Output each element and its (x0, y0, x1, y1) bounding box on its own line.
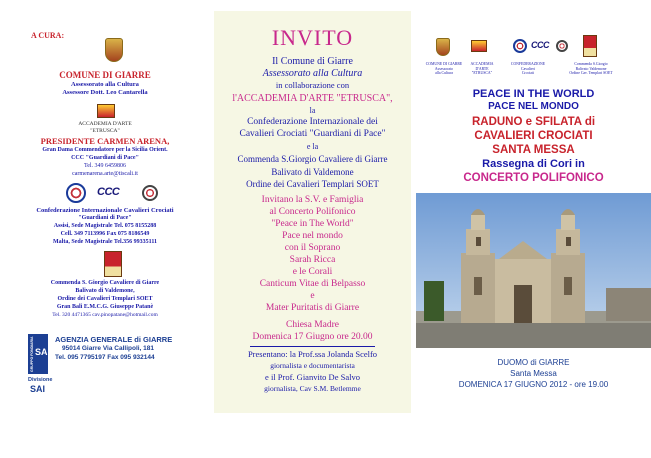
mid-line-18: e le Corali (292, 267, 333, 277)
mid-line-7: Cavalieri Crociati "Guardiani di Pace" (239, 129, 386, 139)
pace-title: PACE NEL MONDO (488, 101, 579, 112)
mid-line-20: e (310, 291, 315, 301)
presidente-email[interactable]: carmenarena.arte@tiscali.it (72, 171, 138, 177)
mid-line-24: Presentano: la Prof.ssa Jolanda Scelfo (247, 349, 378, 359)
logo-label-2: ACCADEMIA D'ARTE "ETRUSCA" (470, 62, 494, 75)
ccc-logo-small: CCC (531, 40, 549, 50)
sai-division: SAI (30, 384, 46, 394)
commenda-line5: Tel. 320 4471365 cav.pinopatane@hotmail.com (52, 312, 158, 318)
commenda-line2: Balivato di Valdemone, (75, 288, 135, 294)
confederazione-line3: Cell. 349 7113996 Fax 075 8186549 (60, 231, 150, 237)
mid-line-3: in collaborazione con (275, 80, 350, 90)
duomo-label: DUOMO di GIARRE (497, 358, 570, 367)
mid-line-16: con il Soprano (284, 243, 341, 253)
mid-line-2: Assessorato alla Cultura (262, 68, 363, 79)
commenda-line3: Ordine dei Cavalieri Templari SOET (57, 296, 153, 302)
peace-title: PEACE IN THE WORLD (472, 88, 595, 100)
agency-line3: Tel. 095 7795197 Fax 095 932144 (55, 354, 155, 361)
confederazione-line4: Malta, Sede Magistrale Tel.356 99335111 (53, 239, 157, 245)
mid-line-12: Invitano la S.V. e Famiglia (261, 195, 364, 205)
logo-label-3: CONFEDERAZIONE Cavalieri Crociati (510, 62, 546, 75)
mid-line-4: l'ACCADEMIA D'ARTE "ETRUSCA", (232, 93, 393, 104)
event-date: DOMENICA 17 GIUGNO 2012 - ore 19.00 (458, 380, 609, 389)
presidente-title: PRESIDENTE CARMEN ARENA, (40, 136, 170, 146)
left-panel (0, 0, 210, 458)
comune-crest-small-icon (436, 38, 450, 56)
raduno-title: RADUNO e SFILATA di (471, 116, 596, 128)
santa-messa-label: Santa Messa (510, 369, 557, 378)
mid-line-14: "Peace in The World" (271, 219, 354, 229)
concerto-title: CONCERTO POLIFONICO (463, 172, 604, 184)
mid-line-27: giornalista, Cav S.M. Betlemme (264, 384, 361, 393)
mid-line-26: e il Prof. Gianvito De Salvo (265, 372, 360, 382)
logo-label-1: COMUNE DI GIARRE Assessorato alla Cultura (425, 62, 463, 75)
commenda-banner-icon (104, 251, 122, 277)
sai-vertical-text: GRUPPO FONDIARIA (30, 336, 34, 372)
mid-line-25: giornalista e documentarista (270, 361, 355, 370)
comune-line1: Assessorato alla Cultura (71, 81, 139, 88)
presidente-line1: Gran Dama Commendatore per la Sicilia Orient. (42, 147, 168, 153)
sai-logo-text: SAI (35, 347, 51, 357)
commenda-line1: Commenda S. Giorgio Cavaliere di Giarre (50, 280, 160, 286)
mid-line-15: Pace nel mondo (282, 231, 343, 241)
mid-line-9: Commenda S.Giorgio Cavaliere di Giarre (237, 154, 388, 164)
comune-title: COMUNE DI GIARRE (59, 70, 151, 80)
logo-label-5: Commenda S.Giorgio Balivato Valdemone Ordine Cav. Templari SOET (569, 62, 613, 75)
mid-divider (250, 346, 375, 347)
mid-line-8: e la (306, 142, 319, 151)
ccc-logo: CCC (97, 186, 120, 198)
mid-line-22: Chiesa Madre (285, 320, 340, 330)
a-cura-label: A CURA: (31, 31, 65, 40)
commenda-line4: Gran Bali E.M.C.G. Giuseppe Patanè (56, 304, 154, 310)
mid-line-19: Canticum Vitae di Belpasso (259, 279, 366, 289)
commenda-logo-small-icon (583, 35, 597, 57)
emblem-small-icon (556, 40, 568, 52)
mid-line-10: Balivato di Valdemone (271, 167, 354, 177)
invito-title: INVITO (271, 25, 354, 50)
agency-line2: 95014 Giarre Via Callipoli, 181 (62, 345, 155, 352)
confederazione-title: Confederazione Internazionale Cavalieri Crociati (36, 207, 174, 214)
invitation-panel (214, 11, 411, 413)
mid-line-5: la (309, 106, 316, 115)
mid-line-11: Ordine dei Cavalieri Templari SOET (246, 179, 379, 189)
accademia-line1: ACCADEMIA D'ARTE (78, 121, 132, 127)
confederazione-logo-icon (66, 183, 86, 203)
confederazione-line2: Assisi, Sede Magistrale Tel. 075 8155288 (53, 223, 157, 229)
cavalieri-crociati-emblem-icon (142, 185, 158, 201)
presidente-line3: Tel. 349 6459806 (83, 163, 127, 169)
mid-line-23: Domenica 17 Giugno ore 20.00 (252, 332, 373, 342)
comune-line2: Assessore Dott. Leo Cantarella (62, 89, 148, 96)
sai-division-label: Divisione (28, 377, 53, 383)
santa-messa-title: SANTA MESSA (492, 144, 575, 156)
mid-line-6: Confederazione Internazionale dei (247, 117, 378, 127)
mid-line-21: Mater Puritatis di Giarre (265, 303, 360, 313)
mid-line-13: al Concerto Polifonico (269, 207, 356, 217)
cavalieri-title: CAVALIERI CROCIATI (474, 130, 593, 142)
duomo-photo (416, 193, 651, 348)
comune-crest-icon (105, 38, 123, 62)
sai-logo (28, 334, 51, 374)
accademia-logo (97, 104, 115, 118)
right-panel (416, 0, 651, 458)
accademia-logo-small (471, 40, 487, 52)
agency-line1: AGENZIA GENERALE di GIARRE (55, 335, 173, 344)
rassegna-title: Rassegna di Cori in (482, 158, 585, 170)
presidente-line2: CCC "Guardiani di Pace" (71, 155, 139, 161)
confederazione-logo-small-icon (513, 39, 527, 53)
mid-line-17: Sarah Ricca (289, 255, 336, 265)
mid-line-1: Il Comune di Giarre (272, 56, 353, 67)
accademia-line2: "ETRUSCA" (90, 128, 120, 134)
confederazione-line1: "Guardiani di Pace" (78, 215, 132, 221)
